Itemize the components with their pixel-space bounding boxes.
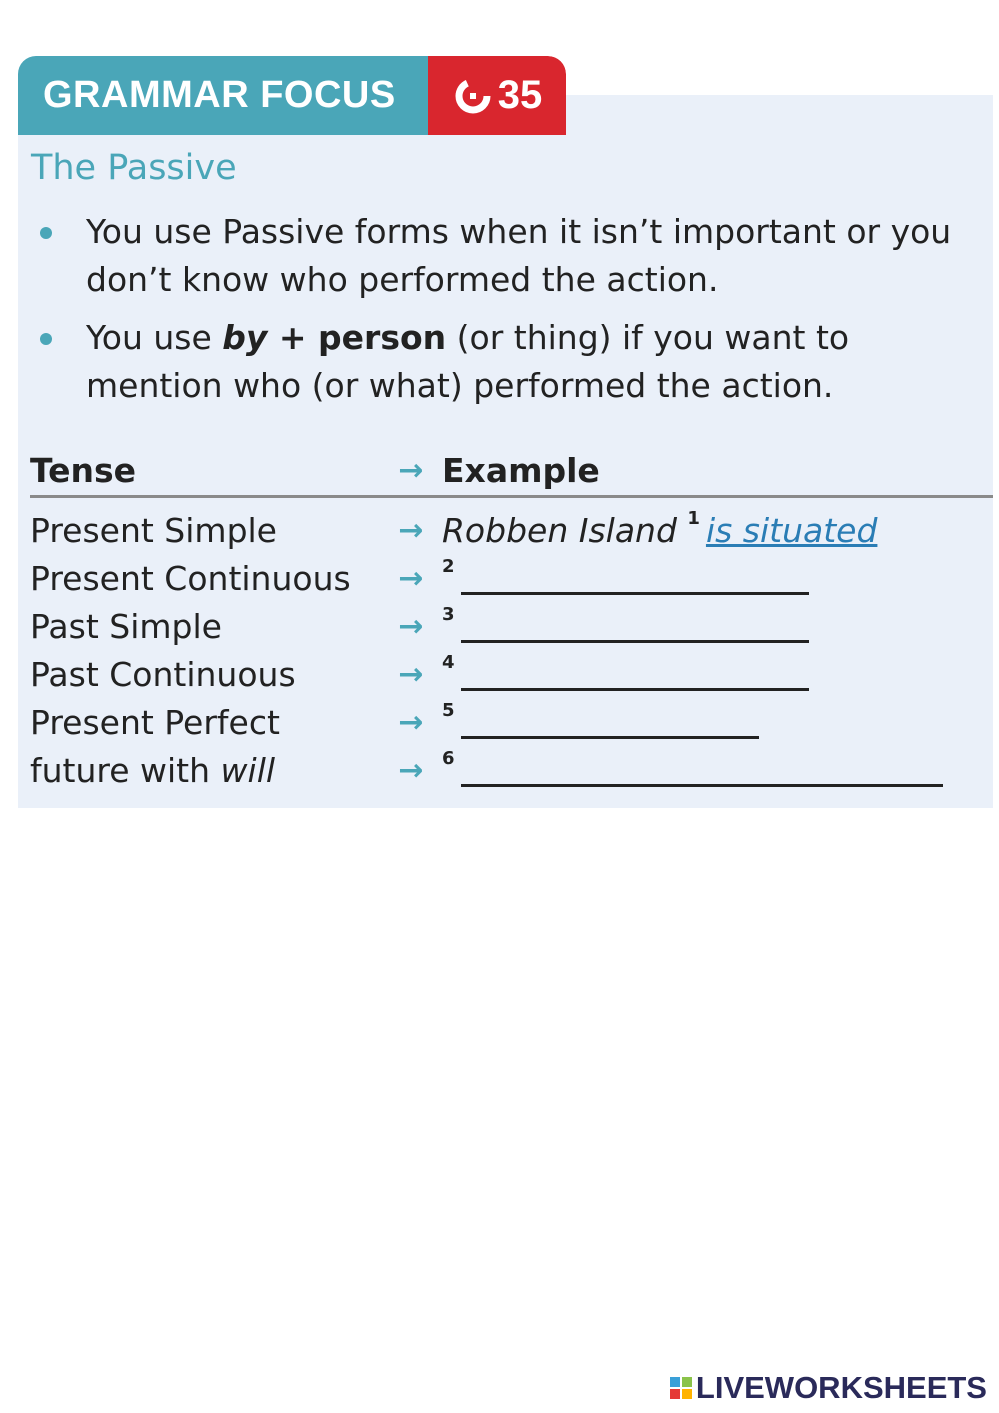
arrow-icon: → [398,704,424,740]
answer-number: 3 [442,603,455,625]
section-subtitle: The Passive [31,148,237,188]
answer-field[interactable]: is situated [705,510,878,550]
bullet-item [34,208,964,304]
example-cell [442,555,993,595]
audio-track-icon [452,75,494,117]
arrow-icon: → [398,452,424,488]
table-row [30,746,993,794]
arrow-icon: → [398,608,424,644]
table-row [30,650,993,698]
audio-badge[interactable] [428,56,566,135]
header-title: GRAMMAR FOCUS [18,56,428,135]
answer-field[interactable] [461,658,809,691]
bullet-icon [40,227,52,239]
table-row [30,698,993,746]
example-cell [442,603,993,643]
example-cell [442,699,993,739]
table-row [30,602,993,650]
tense-text-italic: will [220,750,276,790]
table-header [30,445,993,498]
example-cell [442,651,993,691]
tense-cell [30,751,380,790]
answer-number: 1 [687,507,700,529]
tense-cell: Past Continuous [30,654,296,694]
tense-cell: Present Perfect [30,702,280,742]
bullet-text-by: by [222,318,268,357]
bullet-text-post: (or thing) if you want to mention who (or what) performed the action. [86,318,850,405]
logo-text: LIVEWORKSHEETS [695,1370,987,1405]
bullet-list [34,208,964,420]
answer-field[interactable] [461,562,809,595]
example-cell [442,747,993,787]
answer-field[interactable] [461,706,759,739]
answer-number: 4 [442,651,455,673]
arrow-icon: → [398,656,424,692]
table-row [30,506,993,554]
answer-number: 5 [442,699,455,721]
bullet-item [34,314,964,410]
column-header-tense: Tense [30,450,137,490]
bullet-text-pre: You use [86,318,223,357]
badge-number: 35 [497,73,543,117]
answer-number: 2 [442,555,455,577]
column-header-example: Example [442,450,600,490]
tense-cell: Present Simple [30,510,277,550]
bullet-icon [40,333,52,345]
arrow-icon: → [398,560,424,596]
header-tab [18,56,566,135]
bullet-text-person: + person [267,318,447,357]
answer-field[interactable] [461,754,943,787]
example-text: Robben Island [442,510,677,550]
arrow-icon: → [398,752,424,788]
example-cell [442,507,993,550]
tense-cell: Past Simple [30,606,222,646]
tense-cell: Present Continuous [30,558,351,598]
table-row [30,554,993,602]
liveworksheets-logo[interactable] [670,1370,987,1406]
answer-field[interactable] [461,610,809,643]
tense-text: future with [30,750,221,790]
bullet-text: You use Passive forms when it isn’t important or you don’t know who performed the action. [86,212,952,299]
answer-number: 6 [442,747,455,769]
tense-table [30,445,993,794]
arrow-icon: → [398,512,424,548]
logo-grid-icon [670,1377,692,1399]
